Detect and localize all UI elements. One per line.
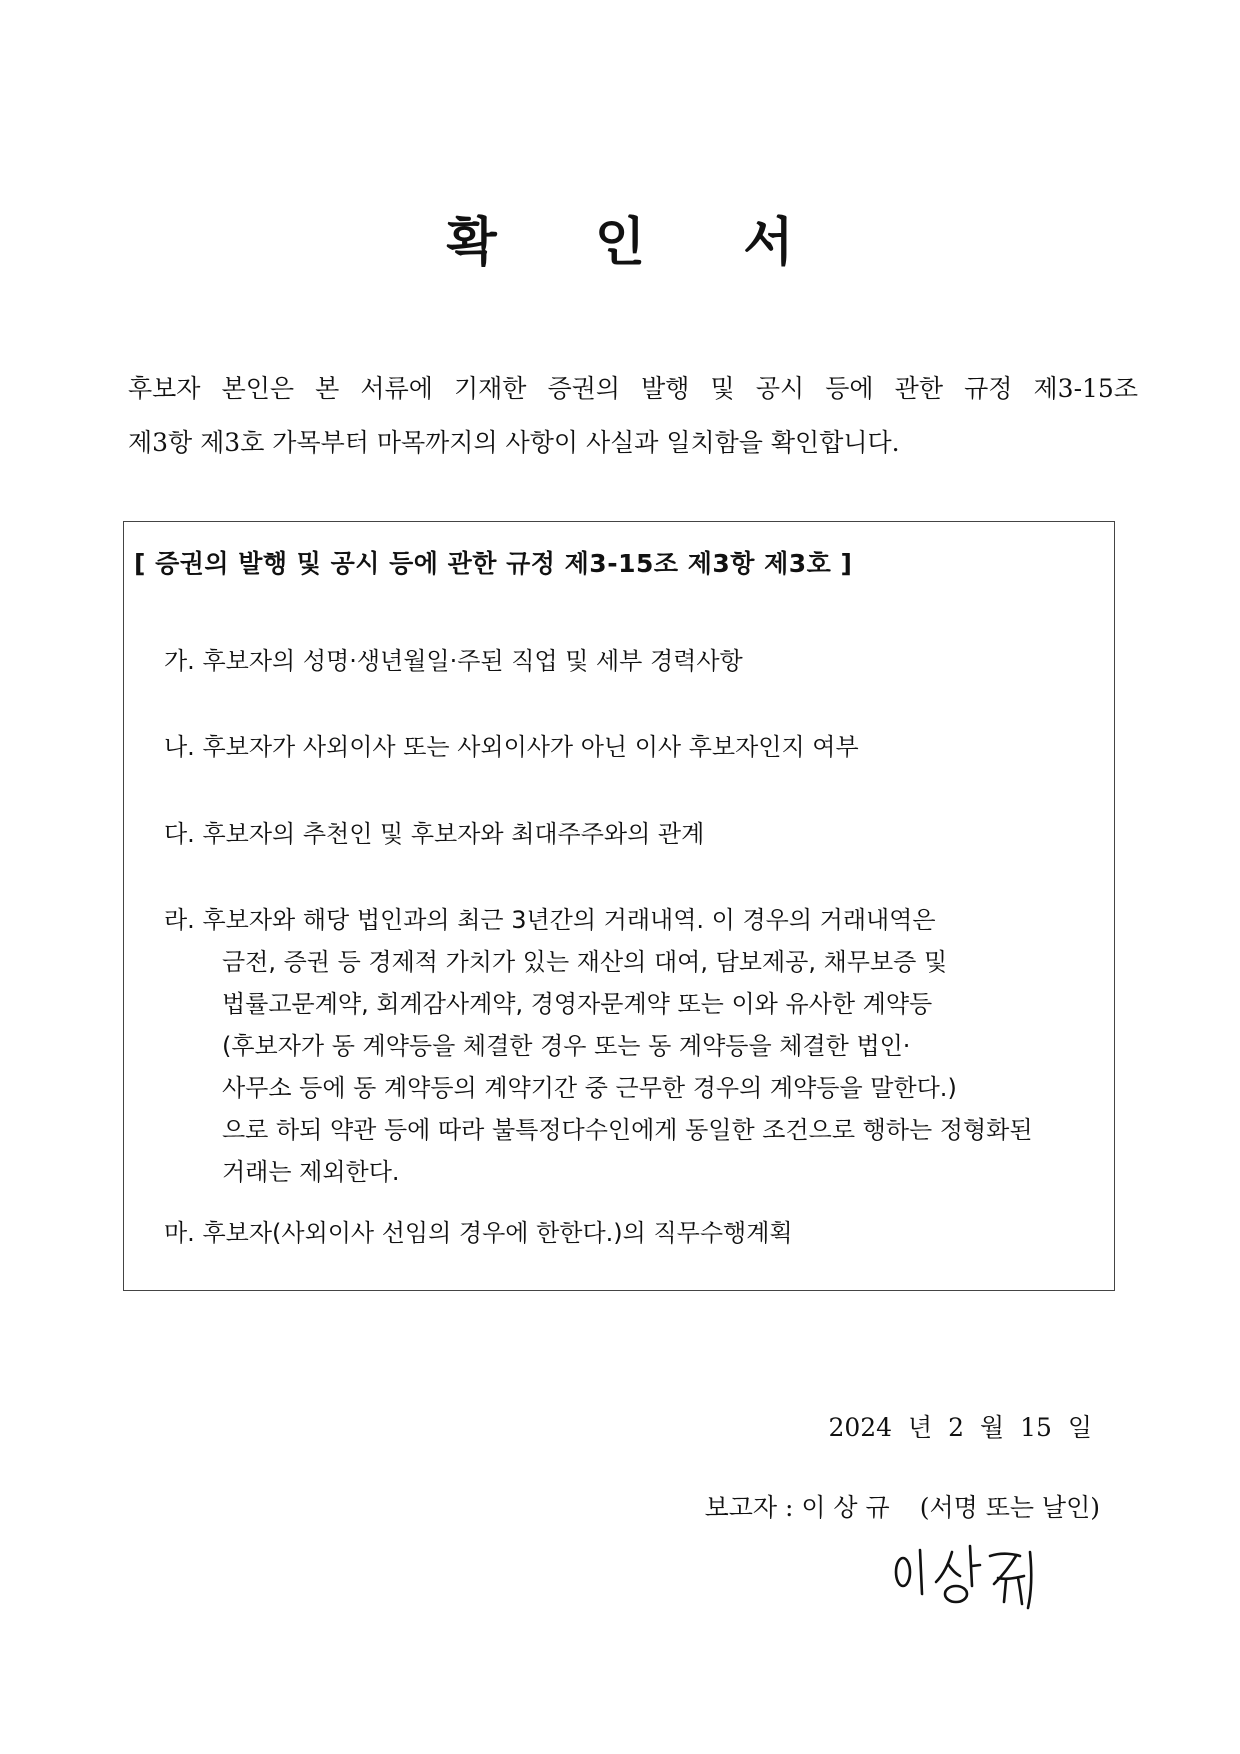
list-item-text: 후보자의 추천인 및 후보자와 최대주주와의 관계 [202,820,705,848]
list-item-na [164,726,1094,768]
list-item-ga [164,640,1094,682]
handwritten-signature [890,1532,1090,1612]
intro-paragraph [128,362,1138,470]
list-item-text: 거래는 제외한다. [222,1158,400,1186]
document-title: 확 인 서 [446,212,834,273]
intro-line: 제3항 제3호 가목부터 마목까지의 사항이 사실과 일치함을 확인합니다. [128,428,900,457]
list-item-text: 으로 하되 약관 등에 따라 불특정다수인에게 동일한 조건으로 행하는 정형화된 [222,1116,1033,1144]
list-item-ma [164,1212,1094,1254]
signature-note: (서명 또는 날인) [919,1493,1100,1522]
list-item-text: 후보자의 성명·생년월일·주된 직업 및 세부 경력사항 [202,647,743,675]
list-item-text: (후보자가 동 계약등을 체결한 경우 또는 동 계약등을 체결한 법인· [222,1032,911,1060]
document-date: 2024 년 2 월 15 일 [828,1413,1092,1442]
list-item-label: 다. [164,820,195,848]
list-item-label: 라. [164,906,195,934]
list-item-ra [164,899,1094,1193]
reporter-name: 보고자 : 이 상 규 [704,1493,890,1522]
list-item-text: 사무소 등에 동 계약등의 계약기간 중 근무한 경우의 계약등을 말한다.) [222,1074,957,1102]
reporter-line [705,1488,1100,1524]
list-item-text: 금전, 증권 등 경제적 가치가 있는 재산의 대여, 담보제공, 채무보증 및 [222,948,948,976]
list-item-text: 후보자와 해당 법인과의 최근 3년간의 거래내역. 이 경우의 거래내역은 [202,906,936,934]
list-item-line [164,1212,1094,1254]
list-item-da [164,813,1094,855]
list-item-line [164,899,1094,941]
list-item-label: 가. [164,647,195,675]
regulation-box-header: [ 증권의 발행 및 공시 등에 관한 규정 제3-15조 제3항 제3호 ] [134,549,853,578]
list-item-label: 나. [164,733,195,761]
list-item-text: 후보자가 사외이사 또는 사외이사가 아닌 이사 후보자인지 여부 [202,733,859,761]
intro-line: 후보자 본인은 본 서류에 기재한 증권의 발행 및 공시 등에 관한 규정 제3-15조 [128,374,1138,403]
list-item-text: 법률고문계약, 회계감사계약, 경영자문계약 또는 이와 유사한 계약등 [222,990,933,1018]
list-item-line [164,726,1094,768]
list-item-label: 마. [164,1219,195,1247]
list-item-line [164,813,1094,855]
list-item-text: 후보자(사외이사 선임의 경우에 한한다.)의 직무수행계획 [202,1219,793,1247]
list-item-line [164,640,1094,682]
regulation-box [123,521,1115,1291]
